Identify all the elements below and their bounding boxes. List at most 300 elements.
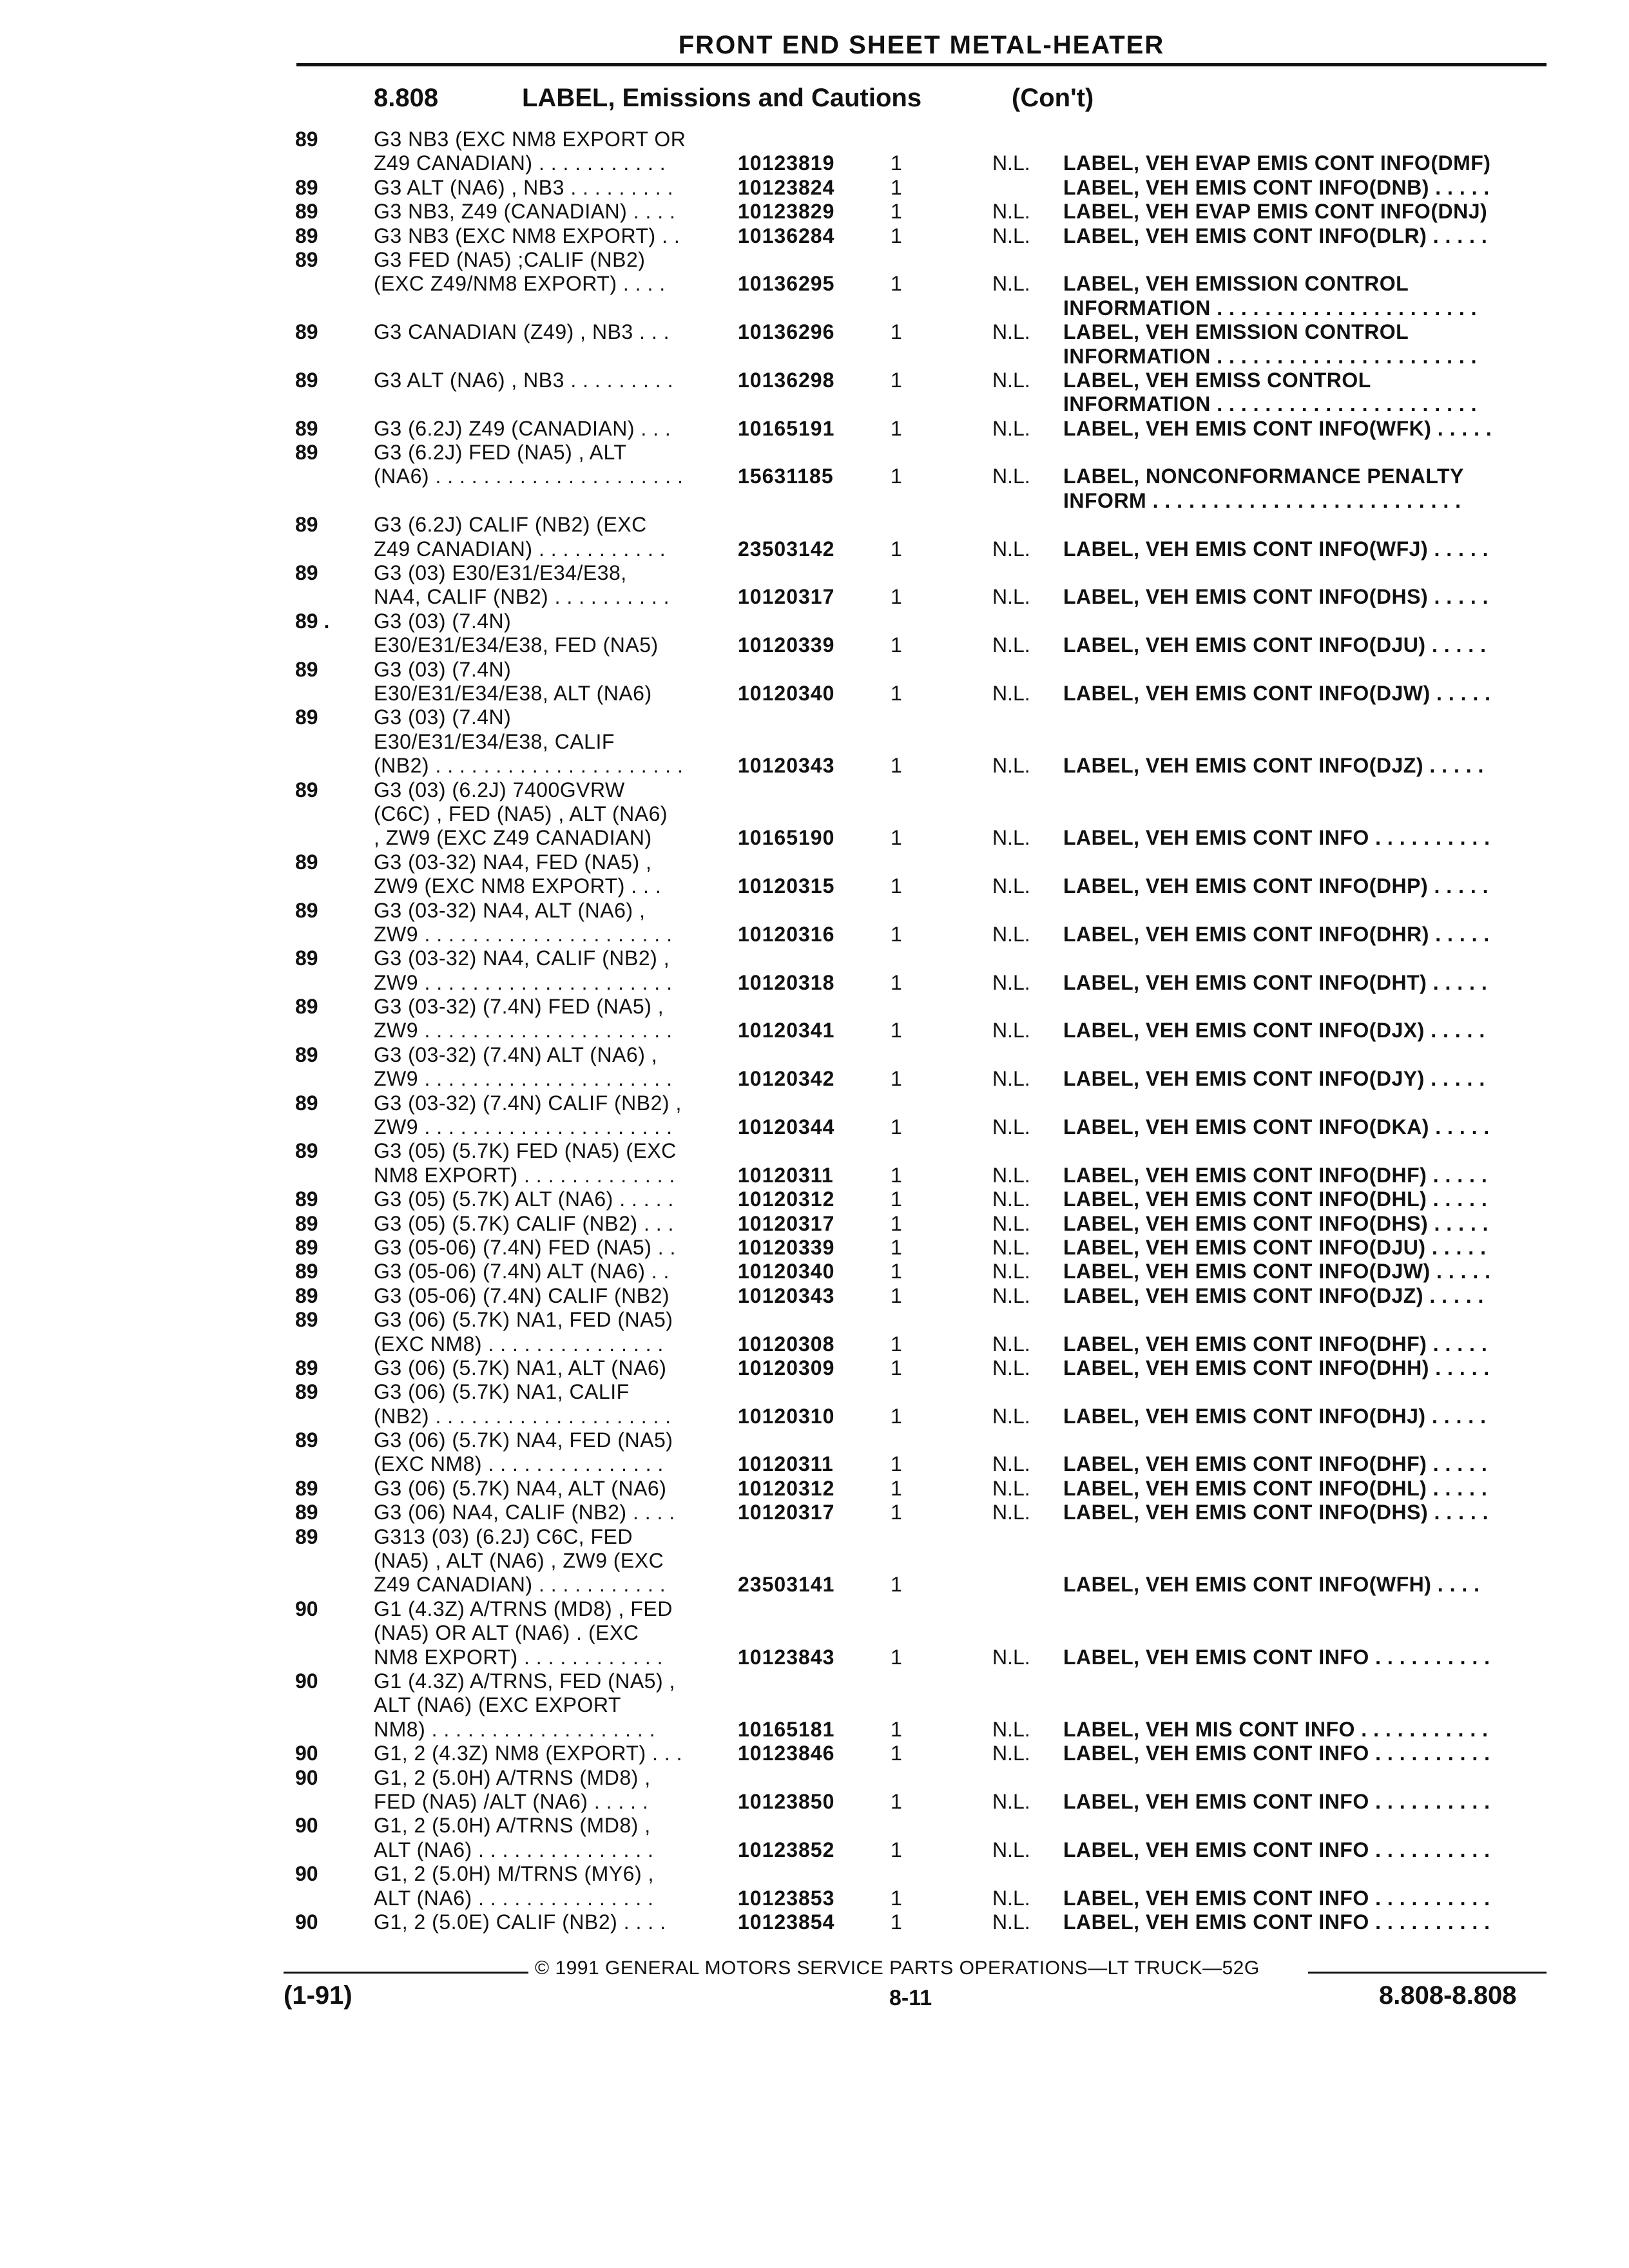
nl-marker: N.L. [992, 1019, 1030, 1043]
nl-marker: N.L. [992, 970, 1030, 994]
quantity: 1 [891, 224, 902, 247]
part-number: 10120343 [738, 1283, 835, 1307]
parts-row [0, 1405, 1629, 1428]
parts-row [0, 1332, 1629, 1356]
quantity: 1 [891, 1187, 902, 1211]
part-name: LABEL, VEH EMIS CONT INFO(DHL) . . . . . [1063, 1476, 1488, 1500]
nl-marker: N.L. [992, 922, 1030, 946]
figure-number: 89 [295, 947, 318, 970]
quantity: 1 [891, 1115, 902, 1139]
part-name: LABEL, VEH EMIS CONT INFO(DHF) . . . . . [1063, 1163, 1488, 1187]
usage-description: G3 (05) (5.7K) FED (NA5) (EXC [374, 1139, 677, 1163]
parts-row [0, 128, 1629, 151]
parts-row [0, 1452, 1629, 1476]
nl-marker: N.L. [992, 1404, 1030, 1428]
usage-description: (NA5) , ALT (NA6) , ZW9 (EXC [374, 1549, 664, 1573]
part-name: LABEL, VEH EMIS CONT INFO(DHS) . . . . . [1063, 1501, 1489, 1524]
figure-number: 89 [295, 416, 318, 440]
quantity: 1 [891, 416, 902, 440]
part-name: LABEL, VEH EMIS CONT INFO(DHF) . . . . . [1063, 1332, 1488, 1356]
part-name: LABEL, VEH EMIS CONT INFO(DJY) . . . . . [1063, 1067, 1485, 1091]
nl-marker: N.L. [992, 681, 1030, 705]
figure-number: 89 [295, 995, 318, 1019]
part-number: 10123854 [738, 1910, 835, 1934]
usage-description: G3 (03-32) (7.4N) FED (NA5) , [374, 995, 664, 1019]
part-name: LABEL, VEH EMIS CONT INFO(DJU) . . . . . [1063, 633, 1487, 657]
parts-row [0, 561, 1629, 585]
figure-number: 89 [295, 1211, 318, 1235]
part-number: 10123829 [738, 200, 835, 224]
parts-row [0, 200, 1629, 224]
quantity: 1 [891, 1476, 902, 1500]
usage-description: E30/E31/E34/E38, FED (NA5) [374, 633, 659, 657]
parts-row [0, 1549, 1629, 1573]
part-name: LABEL, VEH EMIS CONT INFO(DKA) . . . . . [1063, 1115, 1490, 1139]
figure-number: 90 [295, 1910, 318, 1934]
figure-number: 89 [295, 1356, 318, 1379]
usage-description: G3 (6.2J) FED (NA5) , ALT [374, 441, 627, 465]
part-name: LABEL, VEH EMIS CONT INFO(DHS) . . . . . [1063, 1211, 1489, 1235]
usage-description: G3 (06) (5.7K) NA4, FED (NA5) [374, 1428, 673, 1452]
usage-description: G1, 2 (4.3Z) NM8 (EXPORT) . . . [374, 1742, 682, 1765]
quantity: 1 [891, 826, 902, 850]
parts-row [0, 1139, 1629, 1163]
parts-row [0, 465, 1629, 488]
figure-number: 89 [295, 1260, 318, 1283]
usage-description: , ZW9 (EXC Z49 CANADIAN) [374, 826, 652, 850]
part-number: 10120339 [738, 1235, 835, 1259]
parts-row [0, 1356, 1629, 1380]
figure-number: 89 [295, 320, 318, 344]
part-number: 10120317 [738, 1211, 835, 1235]
page-header-title: FRONT END SHEET METAL-HEATER [678, 31, 1165, 59]
part-number: 10165191 [738, 416, 835, 440]
parts-row [0, 345, 1629, 369]
parts-row [0, 1838, 1629, 1862]
part-number: 10123846 [738, 1742, 835, 1765]
parts-row [0, 1043, 1629, 1067]
part-name: LABEL, VEH EMIS CONT INFO(WFH) . . . . [1063, 1573, 1480, 1597]
usage-description: Z49 CANADIAN) . . . . . . . . . . . [374, 151, 666, 175]
quantity: 1 [891, 1404, 902, 1428]
figure-number: 89 [295, 850, 318, 874]
nl-marker: N.L. [992, 1067, 1030, 1091]
nl-marker: N.L. [992, 1211, 1030, 1235]
parts-row [0, 1573, 1629, 1597]
figure-number: 89 [295, 441, 318, 465]
usage-description: E30/E31/E34/E38, ALT (NA6) [374, 681, 652, 705]
part-name: LABEL, VEH EMIS CONT INFO(DHR) . . . . . [1063, 922, 1490, 946]
nl-marker: N.L. [992, 1717, 1030, 1741]
figure-number: 89 [295, 1380, 318, 1404]
nl-marker: N.L. [992, 272, 1030, 296]
usage-description: Z49 CANADIAN) . . . . . . . . . . . [374, 1573, 666, 1597]
parts-row [0, 971, 1629, 995]
figure-number: 89 . [295, 609, 330, 633]
part-number: 10120340 [738, 1260, 835, 1283]
usage-description: G3 (6.2J) Z49 (CANADIAN) . . . [374, 416, 671, 440]
nl-marker: N.L. [992, 1163, 1030, 1187]
part-name: LABEL, VEH EMIS CONT INFO(DHJ) . . . . . [1063, 1404, 1487, 1428]
part-number: 10120310 [738, 1404, 835, 1428]
figure-number: 89 [295, 778, 318, 802]
section-number: 8.808 [374, 84, 439, 112]
quantity: 1 [891, 1838, 902, 1861]
nl-marker: N.L. [992, 1742, 1030, 1765]
figure-number: 89 [295, 1308, 318, 1332]
usage-description: G3 (06) (5.7K) NA1, FED (NA5) [374, 1308, 673, 1332]
quantity: 1 [891, 537, 902, 561]
nl-marker: N.L. [992, 874, 1030, 898]
parts-row [0, 1501, 1629, 1524]
figure-number: 89 [295, 1187, 318, 1211]
figure-number: 89 [295, 1428, 318, 1452]
usage-description: G313 (03) (6.2J) C6C, FED [374, 1524, 633, 1548]
parts-row [0, 369, 1629, 392]
part-number: 10120311 [738, 1452, 834, 1476]
part-number: 10123853 [738, 1886, 835, 1910]
parts-row [0, 1862, 1629, 1886]
usage-description: G3 (03) (7.4N) [374, 609, 512, 633]
part-number: 10120315 [738, 874, 835, 898]
part-number: 10123819 [738, 151, 835, 175]
parts-row [0, 1187, 1629, 1211]
part-name: LABEL, VEH EVAP EMIS CONT INFO(DNJ) [1063, 200, 1488, 224]
nl-marker: N.L. [992, 200, 1030, 224]
parts-row [0, 1067, 1629, 1091]
parts-row [0, 874, 1629, 898]
usage-description: ALT (NA6) . . . . . . . . . . . . . . . [374, 1838, 654, 1861]
parts-row [0, 1115, 1629, 1139]
parts-row [0, 585, 1629, 609]
footer-rule-left [284, 1972, 528, 1974]
usage-description: (NA6) . . . . . . . . . . . . . . . . . . . . . [374, 465, 684, 488]
figure-number: 89 [295, 657, 318, 681]
quantity: 1 [891, 1260, 902, 1283]
quantity: 1 [891, 1163, 902, 1187]
header-rule [296, 63, 1547, 66]
figure-number: 90 [295, 1765, 318, 1789]
quantity: 1 [891, 320, 902, 344]
usage-description: G3 (03-32) (7.4N) ALT (NA6) , [374, 1043, 658, 1066]
parts-row [0, 899, 1629, 923]
part-name: LABEL, VEH EVAP EMIS CONT INFO(DMF) [1063, 151, 1491, 175]
usage-description: G3 (03) (7.4N) [374, 706, 512, 729]
quantity: 1 [891, 1573, 902, 1597]
parts-row [0, 1621, 1629, 1645]
quantity: 1 [891, 1211, 902, 1235]
parts-row [0, 1597, 1629, 1621]
parts-row [0, 1236, 1629, 1260]
footer-date-code: (1-91) [284, 1981, 352, 2010]
parts-row [0, 1718, 1629, 1742]
part-name: LABEL, VEH EMIS CONT INFO(WFK) . . . . . [1063, 416, 1492, 440]
usage-description: ZW9 (EXC NM8 EXPORT) . . . [374, 874, 662, 898]
parts-row [0, 513, 1629, 537]
usage-description: G3 (03) E30/E31/E34/E38, [374, 561, 627, 585]
parts-row [0, 489, 1629, 513]
parts-row [0, 923, 1629, 947]
part-name: LABEL, VEH MIS CONT INFO . . . . . . . . . . . [1063, 1717, 1489, 1741]
part-number: 10123843 [738, 1645, 835, 1669]
part-name: LABEL, VEH EMIS CONT INFO(DNB) . . . . . [1063, 175, 1490, 199]
usage-description: G3 NB3 (EXC NM8 EXPORT) . . [374, 224, 680, 247]
nl-marker: N.L. [992, 1886, 1030, 1910]
usage-description: G1, 2 (5.0E) CALIF (NB2) . . . . [374, 1910, 666, 1934]
part-name: LABEL, VEH EMIS CONT INFO(DHT) . . . . . [1063, 970, 1488, 994]
nl-marker: N.L. [992, 416, 1030, 440]
usage-description: G1 (4.3Z) A/TRNS (MD8) , FED [374, 1597, 673, 1620]
quantity: 1 [891, 151, 902, 175]
parts-row [0, 1428, 1629, 1452]
nl-marker: N.L. [992, 1235, 1030, 1259]
part-name: LABEL, VEH EMIS CONT INFO(DJZ) . . . . . [1063, 1283, 1484, 1307]
parts-row [0, 1308, 1629, 1332]
usage-description: ZW9 . . . . . . . . . . . . . . . . . . . . . [374, 1019, 673, 1043]
figure-number: 89 [295, 1476, 318, 1500]
part-name: LABEL, VEH EMIS CONT INFO(DJW) . . . . . [1063, 1260, 1491, 1283]
parts-row [0, 1814, 1629, 1838]
parts-row [0, 1525, 1629, 1549]
parts-row [0, 995, 1629, 1019]
usage-description: G3 (05-06) (7.4N) FED (NA5) . . [374, 1235, 676, 1259]
part-number: 10123852 [738, 1838, 835, 1861]
figure-number: 89 [295, 561, 318, 585]
usage-description: Z49 CANADIAN) . . . . . . . . . . . [374, 537, 666, 561]
parts-row [0, 754, 1629, 778]
parts-row [0, 802, 1629, 826]
nl-marker: N.L. [992, 585, 1030, 609]
usage-description: ALT (NA6) . . . . . . . . . . . . . . . [374, 1886, 654, 1910]
footer-page-number: 8-11 [889, 1986, 932, 2010]
part-number: 10165181 [738, 1717, 835, 1741]
figure-number: 89 [295, 224, 318, 247]
part-name: INFORMATION . . . . . . . . . . . . . . . . . . . . . . [1063, 344, 1478, 368]
quantity: 1 [891, 1067, 902, 1091]
parts-row [0, 1766, 1629, 1790]
figure-number: 89 [295, 175, 318, 199]
part-name: LABEL, VEH EMIS CONT INFO . . . . . . . . . . [1063, 1910, 1490, 1934]
part-name: LABEL, VEH EMISSION CONTROL [1063, 272, 1409, 296]
parts-row [0, 392, 1629, 416]
parts-row [0, 730, 1629, 754]
usage-description: G1, 2 (5.0H) A/TRNS (MD8) , [374, 1814, 651, 1838]
usage-description: NM8) . . . . . . . . . . . . . . . . . . . [374, 1717, 656, 1741]
usage-description: G3 (05) (5.7K) ALT (NA6) . . . . . [374, 1187, 674, 1211]
parts-row [0, 610, 1629, 633]
part-name: INFORMATION . . . . . . . . . . . . . . . . . . . . . . [1063, 392, 1478, 416]
part-number: 10120317 [738, 1501, 835, 1524]
usage-description: G3 (05) (5.7K) CALIF (NB2) . . . [374, 1211, 674, 1235]
usage-description: G3 (06) NA4, CALIF (NB2) . . . . [374, 1501, 675, 1524]
figure-number: 89 [295, 1091, 318, 1115]
parts-row [0, 441, 1629, 465]
part-number: 10120339 [738, 633, 835, 657]
part-number: 10120312 [738, 1476, 835, 1500]
parts-row [0, 1091, 1629, 1115]
nl-marker: N.L. [992, 151, 1030, 175]
section-title: LABEL, Emissions and Cautions [522, 84, 922, 112]
part-name: LABEL, VEH EMISSION CONTROL [1063, 320, 1409, 344]
nl-marker: N.L. [992, 1283, 1030, 1307]
part-number: 23503142 [738, 537, 835, 561]
usage-description: NM8 EXPORT) . . . . . . . . . . . . . [374, 1163, 675, 1187]
figure-number: 89 [295, 513, 318, 537]
usage-description: G3 (03) (7.4N) [374, 657, 512, 681]
part-name: LABEL, VEH EMIS CONT INFO(DLR) . . . . . [1063, 224, 1488, 247]
part-number: 10120309 [738, 1356, 835, 1379]
figure-number: 89 [295, 1235, 318, 1259]
parts-row [0, 272, 1629, 296]
part-name: LABEL, VEH EMIS CONT INFO(DJW) . . . . . [1063, 681, 1491, 705]
part-name: LABEL, VEH EMIS CONT INFO(DJX) . . . . . [1063, 1019, 1485, 1043]
part-number: 15631185 [738, 465, 834, 488]
part-number: 10136284 [738, 224, 835, 247]
parts-row [0, 320, 1629, 344]
usage-description: G3 FED (NA5) ;CALIF (NB2) [374, 247, 646, 271]
quantity: 1 [891, 633, 902, 657]
parts-row [0, 224, 1629, 248]
nl-marker: N.L. [992, 1789, 1030, 1813]
usage-description: E30/E31/E34/E38, CALIF [374, 729, 615, 753]
quantity: 1 [891, 1332, 902, 1356]
parts-row [0, 248, 1629, 272]
nl-marker: N.L. [992, 224, 1030, 247]
nl-marker: N.L. [992, 1838, 1030, 1861]
usage-description: G3 (06) (5.7K) NA1, ALT (NA6) [374, 1356, 667, 1379]
figure-number: 89 [295, 247, 318, 271]
quantity: 1 [891, 465, 902, 488]
footer-copyright: © 1991 GENERAL MOTORS SERVICE PARTS OPERATIONS—LT TRUCK—52G [535, 1957, 1260, 1979]
part-name: LABEL, VEH EMIS CONT INFO . . . . . . . . . . [1063, 1886, 1490, 1910]
usage-description: NA4, CALIF (NB2) . . . . . . . . . . [374, 585, 670, 609]
parts-row [0, 947, 1629, 970]
nl-marker: N.L. [992, 754, 1030, 778]
part-name: LABEL, VEH EMIS CONT INFO . . . . . . . . . . [1063, 1742, 1490, 1765]
parts-row [0, 176, 1629, 200]
usage-description: G3 ALT (NA6) , NB3 . . . . . . . . . [374, 175, 673, 199]
parts-row [0, 1693, 1629, 1717]
parts-list [0, 128, 1629, 1934]
quantity: 1 [891, 681, 902, 705]
parts-row [0, 850, 1629, 874]
figure-number: 89 [295, 1524, 318, 1548]
nl-marker: N.L. [992, 465, 1030, 488]
usage-description: ZW9 . . . . . . . . . . . . . . . . . . . . . [374, 970, 673, 994]
footer-section-range: 8.808-8.808 [1379, 1981, 1517, 2010]
parts-row [0, 296, 1629, 320]
part-name: INFORMATION . . . . . . . . . . . . . . . . . . . . . . [1063, 296, 1478, 320]
parts-row [0, 1260, 1629, 1283]
parts-row [0, 826, 1629, 850]
part-name: LABEL, VEH EMIS CONT INFO(DJU) . . . . . [1063, 1235, 1487, 1259]
parts-row [0, 1646, 1629, 1669]
part-name: LABEL, VEH EMIS CONT INFO . . . . . . . . . . [1063, 1645, 1490, 1669]
usage-description: (C6C) , FED (NA5) , ALT (NA6) [374, 802, 668, 825]
parts-row [0, 417, 1629, 441]
quantity: 1 [891, 1501, 902, 1524]
quantity: 1 [891, 1283, 902, 1307]
figure-number: 90 [295, 1742, 318, 1765]
quantity: 1 [891, 1910, 902, 1934]
figure-number: 89 [295, 1283, 318, 1307]
nl-marker: N.L. [992, 537, 1030, 561]
figure-number: 89 [295, 1501, 318, 1524]
figure-number: 89 [295, 200, 318, 224]
part-number: 10136298 [738, 368, 835, 392]
usage-description: G3 (05-06) (7.4N) ALT (NA6) . . [374, 1260, 670, 1283]
parts-row [0, 633, 1629, 657]
parts-row [0, 1212, 1629, 1236]
quantity: 1 [891, 1789, 902, 1813]
part-name: LABEL, NONCONFORMANCE PENALTY [1063, 465, 1464, 488]
quantity: 1 [891, 1742, 902, 1765]
quantity: 1 [891, 585, 902, 609]
figure-number: 90 [295, 1862, 318, 1886]
section-heading [374, 84, 1094, 113]
part-number: 23503141 [738, 1573, 835, 1597]
part-number: 10123824 [738, 175, 835, 199]
parts-row [0, 1019, 1629, 1043]
parts-row [0, 778, 1629, 802]
part-name: LABEL, VEH EMIS CONT INFO(DHH) . . . . . [1063, 1356, 1490, 1379]
quantity: 1 [891, 272, 902, 296]
usage-description: FED (NA5) /ALT (NA6) . . . . . [374, 1789, 649, 1813]
nl-marker: N.L. [992, 633, 1030, 657]
figure-number: 89 [295, 128, 318, 151]
footer-rule-right [1308, 1972, 1547, 1974]
part-name: LABEL, VEH EMIS CONT INFO . . . . . . . . . . [1063, 1789, 1490, 1813]
parts-row [0, 1164, 1629, 1187]
usage-description: G3 (6.2J) CALIF (NB2) (EXC [374, 513, 647, 537]
usage-description: (NA5) OR ALT (NA6) . (EXC [374, 1621, 639, 1645]
parts-row [0, 151, 1629, 175]
usage-description: G3 NB3 (EXC NM8 EXPORT OR [374, 128, 686, 151]
usage-description: G3 (03) (6.2J) 7400GVRW [374, 778, 625, 802]
usage-description: G1 (4.3Z) A/TRNS, FED (NA5) , [374, 1669, 675, 1693]
part-name: LABEL, VEH EMIS CONT INFO(DHF) . . . . . [1063, 1452, 1488, 1476]
part-name: LABEL, VEH EMIS CONT INFO(WFJ) . . . . . [1063, 537, 1489, 561]
part-number: 10120317 [738, 585, 835, 609]
part-number: 10120340 [738, 681, 835, 705]
part-name: LABEL, VEH EMIS CONT INFO . . . . . . . . . . [1063, 1838, 1490, 1861]
part-number: 10123850 [738, 1789, 835, 1813]
part-number: 10120344 [738, 1115, 835, 1139]
part-name: LABEL, VEH EMIS CONT INFO . . . . . . . . . . [1063, 826, 1490, 850]
usage-description: ZW9 . . . . . . . . . . . . . . . . . . . . . [374, 1115, 673, 1139]
usage-description: ALT (NA6) (EXC EXPORT [374, 1693, 621, 1717]
nl-marker: N.L. [992, 826, 1030, 850]
nl-marker: N.L. [992, 1187, 1030, 1211]
quantity: 1 [891, 874, 902, 898]
usage-description: G3 (03-32) (7.4N) CALIF (NB2) , [374, 1091, 682, 1115]
part-name: LABEL, VEH EMIS CONT INFO(DHS) . . . . . [1063, 585, 1489, 609]
usage-description: NM8 EXPORT) . . . . . . . . . . . . [374, 1645, 663, 1669]
parts-row [0, 1910, 1629, 1934]
nl-marker: N.L. [992, 1260, 1030, 1283]
quantity: 1 [891, 1356, 902, 1379]
part-number: 10136295 [738, 272, 835, 296]
nl-marker: N.L. [992, 1332, 1030, 1356]
figure-number: 89 [295, 368, 318, 392]
usage-description: G3 (03-32) NA4, ALT (NA6) , [374, 898, 646, 922]
usage-description: G3 NB3, Z49 (CANADIAN) . . . . [374, 200, 676, 224]
figure-number: 90 [295, 1669, 318, 1693]
parts-row [0, 1380, 1629, 1404]
quantity: 1 [891, 1235, 902, 1259]
nl-marker: N.L. [992, 1452, 1030, 1476]
parts-row [0, 1887, 1629, 1910]
